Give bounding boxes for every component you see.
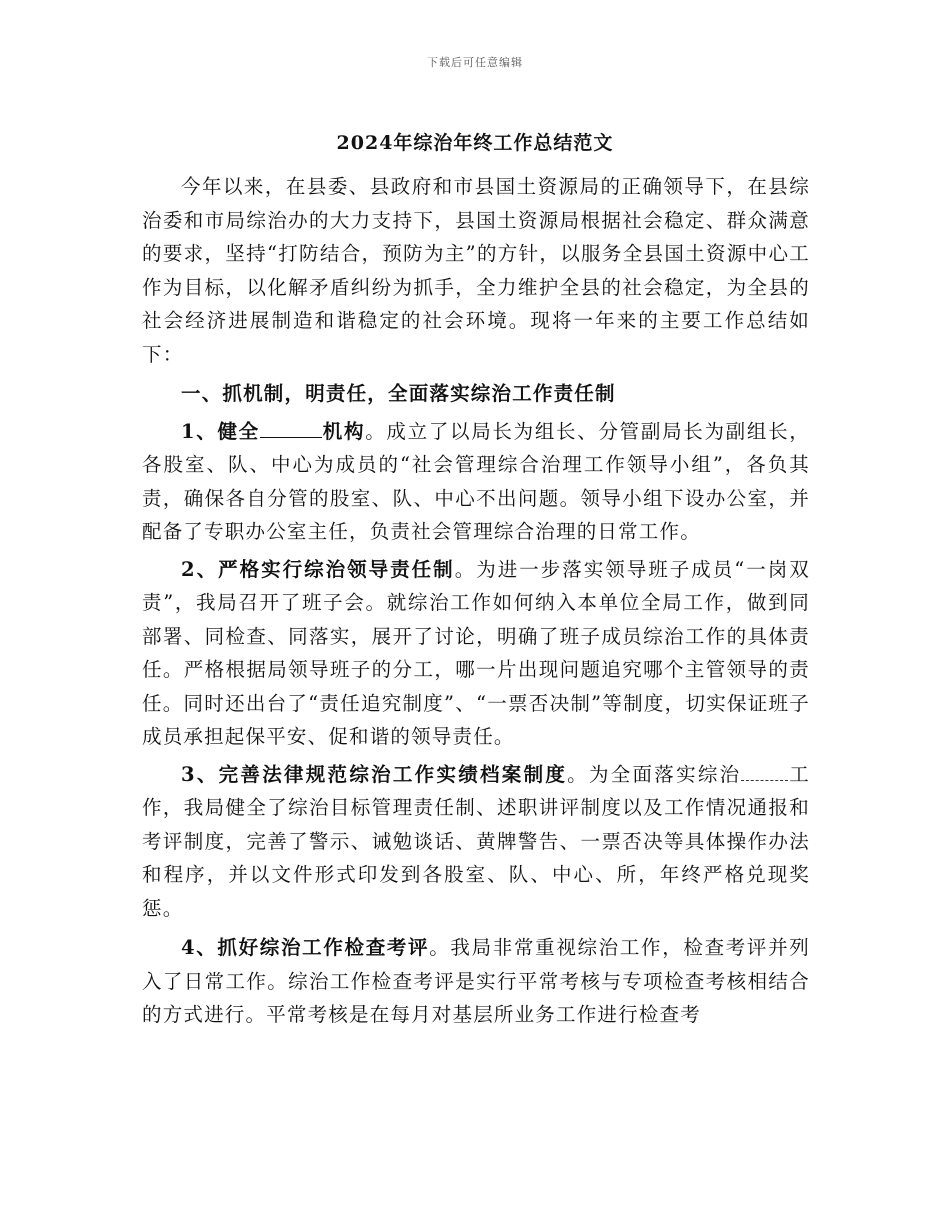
document-body (142, 170, 810, 1036)
page-header: 下载后可任意编辑 (427, 56, 523, 69)
item-2-lead: 2、严格实行综治领导责任制 (181, 557, 455, 581)
item-3-body-b: 工作，我局健全了综治目标管理责任制、述职讲评制度以及工作情况通报和考评制度，完善了警示、诫勉谈话、黄牌警告、一票否决等具体操作办法和程序，并以文件形式印发到各股室、队、中心、所，年终严格兑现奖惩。 (142, 762, 811, 920)
blank-underline (260, 417, 322, 438)
item-4-paragraph (142, 931, 810, 1032)
item-1-lead-tail: 机构 (322, 419, 366, 443)
item-3-body-a: 。为全面落实综治 (567, 762, 742, 786)
item-3-paragraph (142, 758, 810, 926)
item-1-body: 。成立了以局长为组长、分管副局长为副组长，各股室、队、中心为成员的“社会管理综合治理工作领导小组”，各负其责，确保各自分管的股室、队、中心不出问题。领导小组下设办公室，并配备了专职办公室主任，负责社会管理综合治理的日常工作。 (142, 419, 810, 543)
item-2-paragraph (142, 553, 810, 754)
item-1-paragraph (142, 415, 810, 549)
item-2-body: 。为进一步落实领导班子成员“一岗双责”，我局召开了班子会。就综治工作如何纳入本单位全局工作，做到同部署、同检查、同落实，展开了讨论，明确了班子成员综治工作的具体责任。严格根据局领导班子的分工，哪一片出现问题追究哪个主管领导的责任。同时还出台了“责任追究制度”、“一票否决制”等制度，切实保证班子成员承担起保平安、促和谐的领导责任。 (142, 557, 810, 748)
item-1-lead: 1、健全 (181, 419, 260, 443)
section-heading-1: 一、抓机制，明责任，全面落实综治工作责任制 (181, 382, 616, 405)
item-3-lead: 3、完善法律规范综治工作实绩档案制度 (181, 762, 568, 786)
item-4-body: 。我局非常重视综治工作，检查考评并列入了日常工作。综治工作检查考评是实行平常考核与专项检查考核相结合的方式进行。平常考核是在每月对基层所业务工作进行检查考 (142, 936, 810, 1026)
intro-paragraph: 今年以来，在县委、县政府和市县国土资源局的正确领导下，在县综治委和市局综治办的大力支持下，县国土资源局根据社会稳定、群众满意的要求，坚持“打防结合，预防为主”的方针，以服务全县国土资源中心工作为目标，以化解矛盾纠纷为抓手，全力维护全县的社会稳定，为全县的社会经济进展制造和谐稳定的社会环境。现将一年来的主要工作总结如下： (142, 175, 810, 366)
item-4-lead: 4、抓好综治工作检查考评 (181, 936, 430, 959)
blank-underline-dashed (741, 760, 788, 781)
document-title: 2024年综治年终工作总结范文 (336, 132, 614, 154)
